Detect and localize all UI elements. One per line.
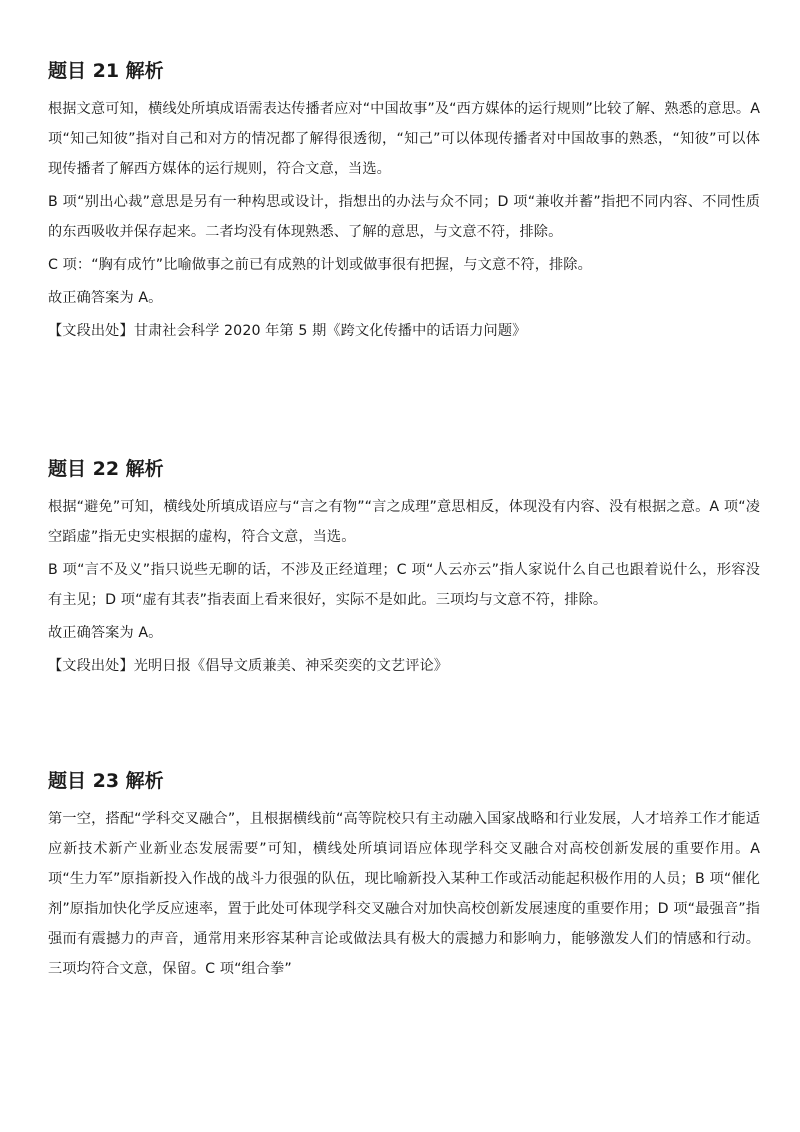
section-heading: 题目 21 解析 <box>48 60 164 82</box>
section-heading: 题目 23 解析 <box>48 770 164 792</box>
paragraph: 第一空，搭配“学科交叉融合”，且根据横线前“高等院校只有主动融入国家战略和行业发展，人才培养工作才能适应新技术新产业新业态发展需要”可知，横线处所填词语应体现学科交叉融合对高校创新发展的重要作用。A 项“生力军”原指新投入作战的战斗力很强的队伍，现比喻新投入某种工作或活动能起积极作用的人员；B 项“催化剂”原指加快化学反应速率，置于此处可体现学科交叉融合对加快高校创新发展速度的重要作用；D 项“最强音”指强而有震撼力的声音，通常用来形容某种言论或做法具有极大的震撼力和影响力，能够激发人们的情感和行动。三项均符合文意，保留。C 项“组合拳” <box>48 811 760 977</box>
section-heading: 题目 22 解析 <box>48 458 164 480</box>
section-22 <box>48 456 760 681</box>
paragraph: 根据文意可知，横线处所填成语需表达传播者应对“中国故事”及“西方媒体的运行规则”比较了解、熟悉的意思。A 项“知己知彼”指对自己和对方的情况都了解得很透彻，“知己”可以体现传播者对中国故事的熟悉，“知彼”可以体现传播者了解西方媒体的运行规则，符合文意，当选。 <box>48 101 760 177</box>
paragraph: 根据“避免”可知，横线处所填成语应与“言之有物”“言之成理”意思相反，体现没有内容、没有根据之意。A 项“凌空蹈虚”指无史实根据的虚构，符合文意，当选。 <box>48 499 760 545</box>
source-citation: 【文段出处】光明日报《倡导文质兼美、神采奕奕的文艺评论》 <box>48 658 449 674</box>
paragraph: B 项“别出心裁”意思是另有一种构思或设计，指想出的办法与众不同；D 项“兼收并蓄”指把不同内容、不同性质的东西吸收并保存起来。二者均没有体现熟悉、了解的意思，与文意不符，排除。 <box>48 194 760 240</box>
paragraph: 故正确答案为 A。 <box>48 625 163 641</box>
section-21 <box>48 58 760 346</box>
paragraph: 故正确答案为 A。 <box>48 290 163 306</box>
paragraph: C 项：“胸有成竹”比喻做事之前已有成熟的计划或做事很有把握，与文意不符，排除。 <box>48 257 592 273</box>
section-23 <box>48 768 760 984</box>
source-citation: 【文段出处】甘肃社会科学 2020 年第 5 期《跨文化传播中的话语力问题》 <box>48 323 527 339</box>
paragraph: B 项“言不及义”指只说些无聊的话，不涉及正经道理；C 项“人云亦云”指人家说什么自己也跟着说什么，形容没有主见；D 项“虚有其表”指表面上看来很好，实际不是如此。三项均与文意不符，排除。 <box>48 562 760 608</box>
